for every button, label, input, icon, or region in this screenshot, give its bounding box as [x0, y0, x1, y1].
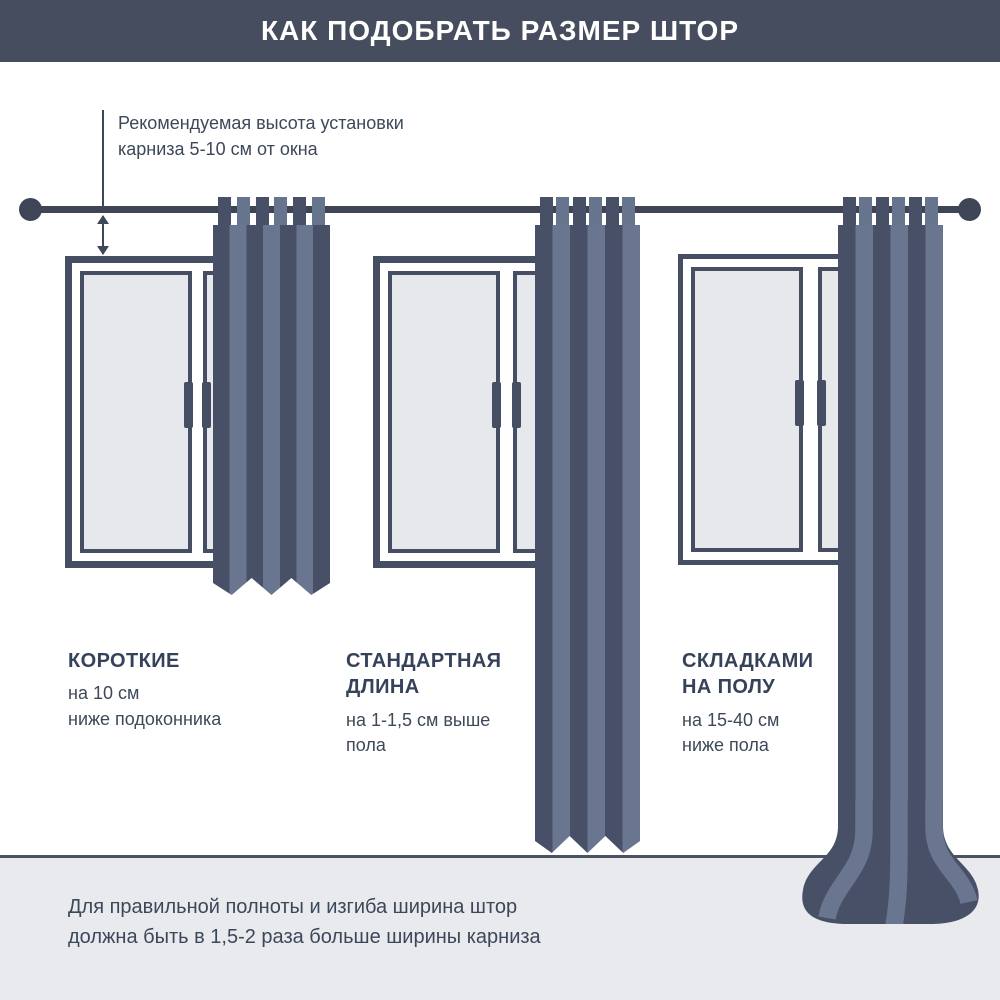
- curtain-tab: [892, 197, 905, 225]
- footer-note-line: должна быть в 1,5-2 раза больше ширины карниза: [68, 926, 541, 948]
- curtain-tab: [293, 197, 306, 225]
- label-desc-line: на 1-1,5 см выше: [346, 709, 491, 730]
- annotation-line: карниза 5-10 см от окна: [118, 138, 318, 159]
- label-desc-line: на 10 см: [68, 683, 140, 704]
- curtain-fabric: [213, 225, 330, 595]
- window-pane: [691, 267, 803, 552]
- window-handle-icon: [512, 382, 521, 428]
- label-desc-line: ниже пола: [682, 735, 769, 756]
- pointer-line: [102, 110, 104, 207]
- window-pane: [388, 271, 500, 553]
- footer-note-line: Для правильной полноты и изгиба ширина штор: [68, 896, 518, 918]
- curtain-tab: [256, 197, 269, 225]
- label-desc-line: на 15-40 см: [682, 709, 780, 730]
- window-handle-icon: [492, 382, 501, 428]
- footer-note: [68, 892, 541, 952]
- label-desc-line: пола: [346, 735, 386, 756]
- rod-finial-left-icon: [19, 198, 42, 221]
- rod-finial-right-icon: [958, 198, 981, 221]
- curtain-tab: [876, 197, 889, 225]
- curtain-pool-shape: [775, 800, 990, 932]
- arrow-head-up-icon: [97, 215, 109, 224]
- curtain-fabric: [838, 225, 943, 800]
- window-handle-icon: [817, 380, 826, 426]
- curtain-tab: [237, 197, 250, 225]
- label-short: [68, 648, 221, 732]
- curtain-tab: [556, 197, 569, 225]
- window-handle-icon: [202, 382, 211, 428]
- curtain-tabs: [213, 197, 330, 225]
- label-pooling: [682, 648, 813, 759]
- rod-height-annotation: [118, 111, 404, 162]
- curtain-tab: [312, 197, 325, 225]
- curtain-tab: [606, 197, 619, 225]
- curtain-tab: [274, 197, 287, 225]
- header-bar: [0, 0, 1000, 62]
- curtain-tab: [573, 197, 586, 225]
- label-standard: [346, 648, 501, 759]
- window-pane: [80, 271, 192, 553]
- arrow-head-down-icon: [97, 246, 109, 255]
- label-title-line: ДЛИНА: [346, 676, 420, 699]
- curtain-tab: [218, 197, 231, 225]
- curtain-fabric: [535, 225, 640, 853]
- curtain-tab: [925, 197, 938, 225]
- label-title-line: СКЛАДКАМИ: [682, 650, 814, 672]
- curtain-tab: [622, 197, 635, 225]
- curtain-tab: [589, 197, 602, 225]
- curtain-tab: [540, 197, 553, 225]
- label-title-line: НА ПОЛУ: [682, 676, 776, 699]
- window-handle-icon: [184, 382, 193, 428]
- curtain-tab: [909, 197, 922, 225]
- annotation-line: Рекомендуемая высота установки: [118, 113, 404, 133]
- curtain-tabs: [838, 197, 943, 225]
- curtain-tabs: [535, 197, 640, 225]
- label-title-line: КОРОТКИЕ: [68, 650, 180, 672]
- page-title: КАК ПОДОБРАТЬ РАЗМЕР ШТОР: [260, 15, 740, 46]
- curtain-tab: [859, 197, 872, 225]
- double-arrow-icon: [96, 216, 110, 254]
- label-title-line: СТАНДАРТНАЯ: [346, 650, 502, 672]
- window-handle-icon: [795, 380, 804, 426]
- curtain-rod: [30, 206, 970, 213]
- label-desc-line: ниже подоконника: [68, 708, 222, 729]
- curtain-tab: [843, 197, 856, 225]
